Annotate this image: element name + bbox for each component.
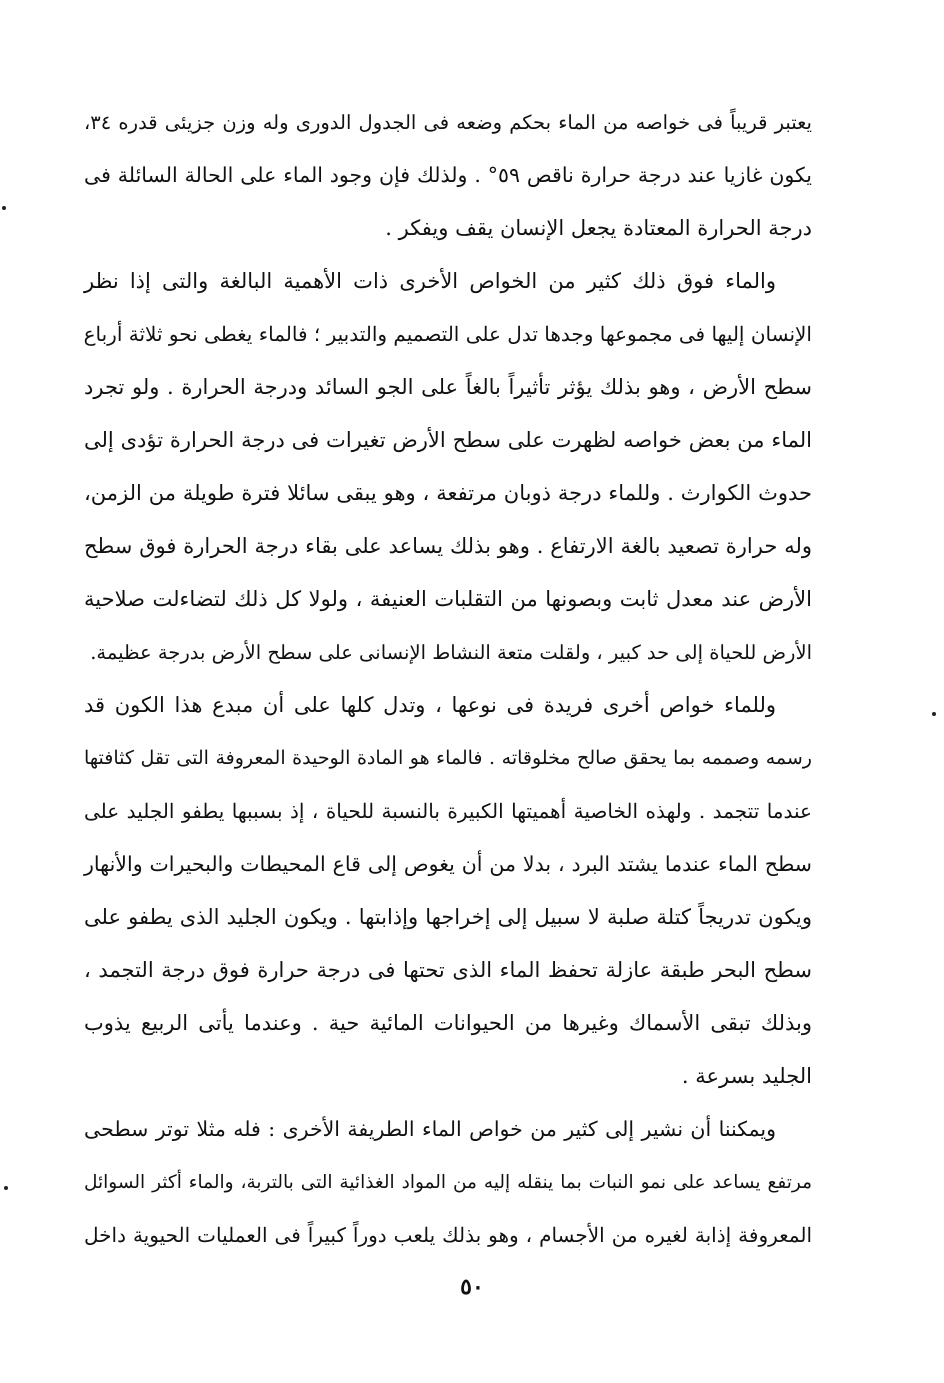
body-text [84, 96, 812, 1262]
text-line: والماء فوق ذلك كثير من الخواص الأخرى ذات الأهمية البالغة والتى إذا نظر [84, 269, 776, 293]
paragraph-1 [84, 96, 812, 255]
text-line: ويكون تدريجاً كتلة صلبة لا سبيل إلى إخراجها وإذابتها . ويكون الجليد الذى يطفو على [84, 905, 812, 929]
paragraph-3 [84, 679, 812, 1103]
scan-speck [4, 1186, 8, 1190]
text-line: حدوث الكوارث . وللماء درجة ذوبان مرتفعة ، وهو يبقى سائلا فترة طويلة من الزمن، [84, 481, 812, 505]
text-line: الماء من بعض خواصه لظهرت على سطح الأرض تغيرات فى درجة الحرارة تؤدى إلى [84, 428, 812, 452]
text-line: درجة الحرارة المعتادة يجعل الإنسان يقف ويفكر . [385, 216, 812, 240]
text-line: سطح البحر طبقة عازلة تحفظ الماء الذى تحتها فى درجة حرارة فوق درجة التجمد ، [84, 958, 812, 982]
text-line: يعتبر قريباً فى خواصه من الماء بحكم وضعه فى الجدول الدورى وله وزن جزيئى قدره ٣٤، [84, 111, 812, 134]
scan-speck [932, 712, 936, 716]
text-line: سطح الأرض ، وهو بذلك يؤثر تأثيراً بالغاً على الجو السائد ودرجة الحرارة . ولو تجرد [84, 375, 812, 399]
text-line: الأرض للحياة إلى حد كبير ، ولقلت متعة النشاط الإنسانى على سطح الأرض بدرجة عظيمة. [90, 641, 812, 664]
text-line: وللماء خواص أخرى فريدة فى نوعها ، وتدل كلها على أن مبدع هذا الكون قد [84, 693, 776, 717]
text-line: وله حرارة تصعيد بالغة الارتفاع . وهو بذلك يساعد على بقاء درجة الحرارة فوق سطح [84, 534, 812, 558]
text-line: ويمكننا أن نشير إلى كثير من خواص الماء الطريفة الأخرى : فله مثلا توتر سطحى [84, 1117, 776, 1141]
text-line: عندما تتجمد . ولهذه الخاصية أهميتها الكبيرة بالنسبة للحياة ، إذ بسببها يطفو الجليد على [84, 799, 812, 823]
page-number: ٥٠ [460, 1274, 484, 1300]
text-line: سطح الماء عندما يشتد البرد ، بدلا من أن يغوص إلى قاع المحيطات والبحيرات والأنهار [84, 852, 812, 876]
text-line: وبذلك تبقى الأسماك وغيرها من الحيوانات المائية حية . وعندما يأتى الربيع يذوب [84, 1011, 812, 1035]
text-line: الجليد بسرعة . [681, 1064, 812, 1088]
paragraph-4 [84, 1103, 812, 1262]
text-line: رسمه وصممه بما يحقق صالح مخلوقاته . فالماء هو المادة الوحيدة المعروفة التى تقل كثافتها [84, 747, 812, 769]
paragraph-2 [84, 255, 812, 679]
text-line: مرتفع يساعد على نمو النبات بما ينقله إليه من المواد الغذائية التى بالتربة، والماء أكثر السوائل [84, 1172, 812, 1193]
text-line: يكون غازيا عند درجة حرارة ناقص ٥٩° . ولذلك فإن وجود الماء على الحالة السائلة فى [84, 163, 812, 187]
text-line: الإنسان إليها فى مجموعها وجدها تدل على التصميم والتدبير ؛ فالماء يغطى نحو ثلاثة أرباع [83, 322, 812, 346]
scan-speck [2, 206, 6, 210]
text-line: الأرض عند معدل ثابت وبصونها من التقلبات العنيفة ، ولولا كل ذلك لتضاءلت صلاحية [84, 587, 812, 611]
text-line: المعروفة إذابة لغيره من الأجسام ، وهو بذلك يلعب دوراً كبيراً فى العمليات الحيوية داخل [84, 1223, 812, 1247]
